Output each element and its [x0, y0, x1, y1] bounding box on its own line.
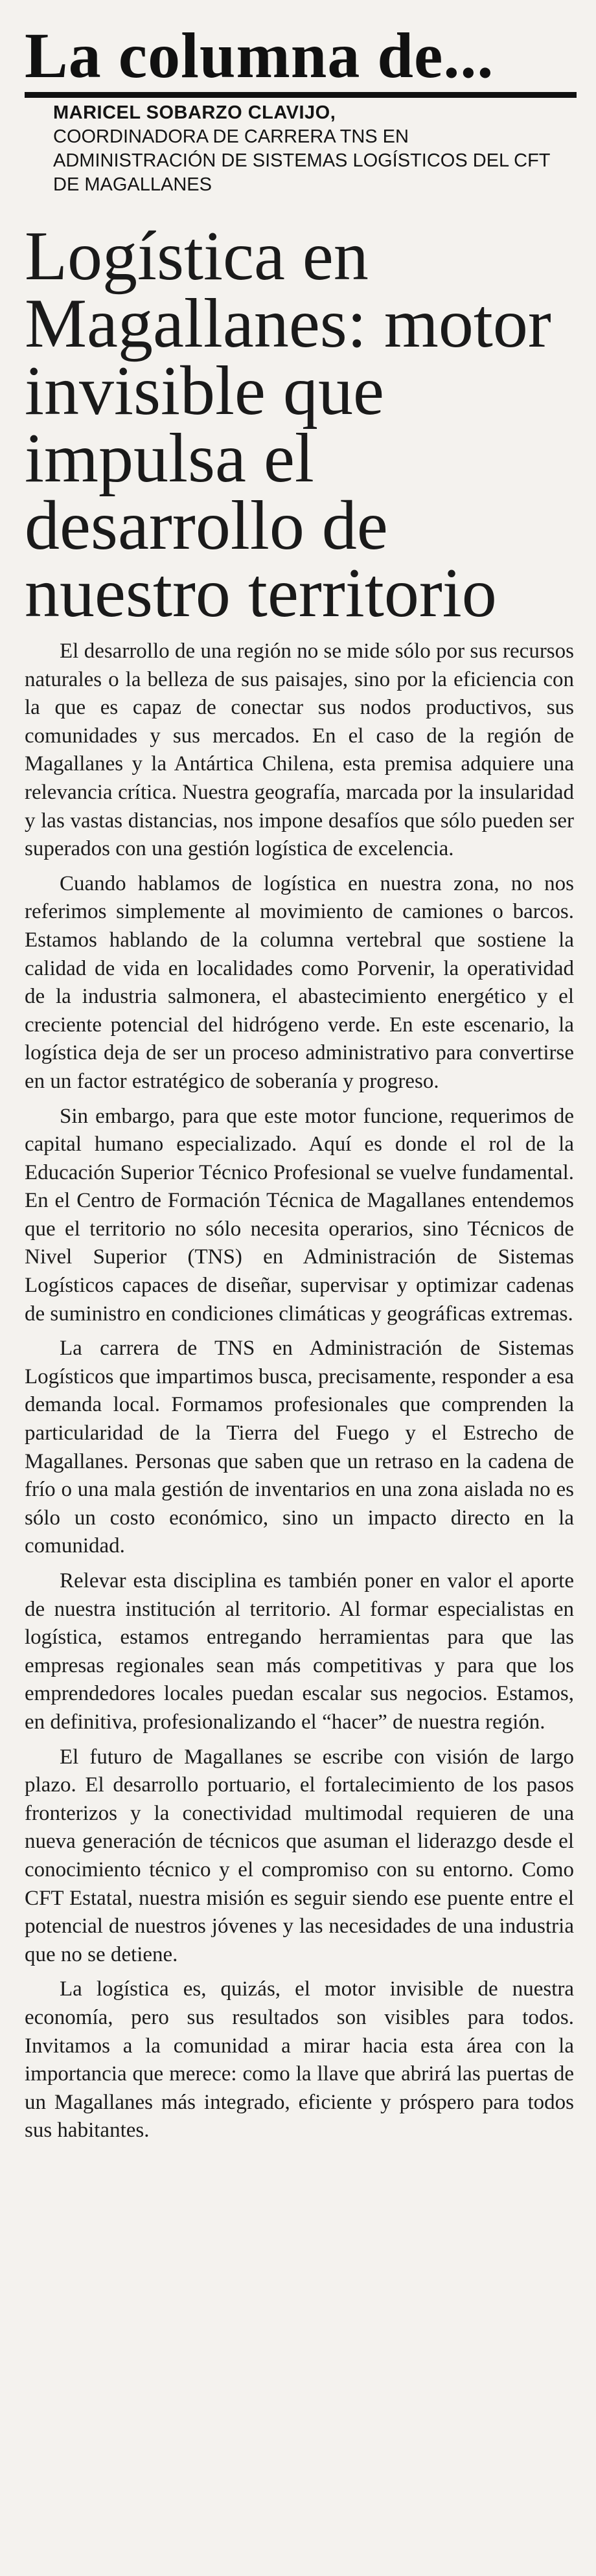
article-paragraph: Cuando hablamos de logística en nuestra zona, no nos referimos simplemente al movimiento de camiones o barcos. Estamos hablando de la columna vertebral que sostiene la calidad de vida en localidades como Porvenir, la operatividad de la industria salmonera, el abastecimiento energético y el creciente potencial del hidrógeno verde. En este escenario, la logística deja de ser un proceso administrativo para convertirse en un factor estratégico de soberanía y progreso.: [25, 871, 574, 1093]
article-paragraph: Relevar esta disciplina es también poner en valor el aporte de nuestra institución al territorio. Al formar especialistas en logística, estamos entregando herramientas para que las empresas regionales sean más competitivas y para que los emprendedores locales puedan escalar sus negocios. Estamos, en definitiva, profesionalizando el “hacer” de nuestra región.: [25, 1569, 574, 1734]
article-headline: Logística en Magallanes: motor invisible que impulsa el desarrollo de nuestro territorio: [25, 218, 551, 632]
section-title: La columna de...: [25, 19, 494, 91]
article-body: [25, 638, 574, 2152]
article-paragraph: La carrera de TNS en Administración de Sistemas Logísticos que impartimos busca, precisamente, responder a esa demanda local. Formamos profesionales que comprenden la particularidad de la Tierra del Fuego y el Estrecho de Magallanes. Personas que saben que un retraso en la cadena de frío o una mala gestión de inventarios en una zona aislada no es sólo un costo económico, sino un impacto directo en la comunidad.: [25, 1337, 574, 1558]
author-name: MARICEL SOBARZO CLAVIJO,: [53, 102, 336, 123]
byline: [53, 101, 571, 197]
article-paragraph: El desarrollo de una región no se mide sólo por sus recursos naturales o la belleza de sus paisajes, sino por la eficiencia con la que es capaz de conectar sus nodos productivos, sus comunidades y sus mercados. En el caso de la región de Magallanes y la Antártica Chilena, esta premisa adquiere una relevancia crítica. Nuestra geografía, marcada por la insularidad y las vastas distancias, nos impone desafíos que sólo pueden ser superados con una gestión logística de excelencia.: [25, 639, 574, 861]
article-paragraph: Sin embargo, para que este motor funcione, requerimos de capital humano especializado. Aquí es donde el rol de la Educación Superior Técnico Profesional se vuelve fundamental. En el Centro de Formación Técnica de Magallanes entendemos que el territorio no sólo necesita operarios, sino Técnicos de Nivel Superior (TNS) en Administración de Sistemas Logísticos capaces de diseñar, supervisar y optimizar cadenas de suministro en condiciones climáticas y geográficas extremas.: [25, 1104, 574, 1326]
author-role: COORDINADORA DE CARRERA TNS EN ADMINISTRACIÓN DE SISTEMAS LOGÍSTICOS DEL CFT DE MAGALLANES: [53, 126, 550, 195]
article-paragraph: La logística es, quizás, el motor invisible de nuestra economía, pero sus resultados son visibles para todos. Invitamos a la comunidad a mirar hacia esta área con la importancia que merece: como la llave que abrirá las puertas de un Magallanes más integrado, eficiente y próspero para todos sus habitantes.: [25, 1977, 574, 2143]
section-header: [25, 19, 577, 98]
article-paragraph: El futuro de Magallanes se escribe con visión de largo plazo. El desarrollo portuario, el fortalecimiento de los pasos fronterizos y la conectividad multimodal requieren de una nueva generación de técnicos que asuman el liderazgo desde el conocimiento técnico y el compromiso con su entorno. Como CFT Estatal, nuestra misión es seguir siendo ese puente entre el potencial de nuestros jóvenes y las necesidades de una industria que no se detiene.: [25, 1745, 574, 1966]
